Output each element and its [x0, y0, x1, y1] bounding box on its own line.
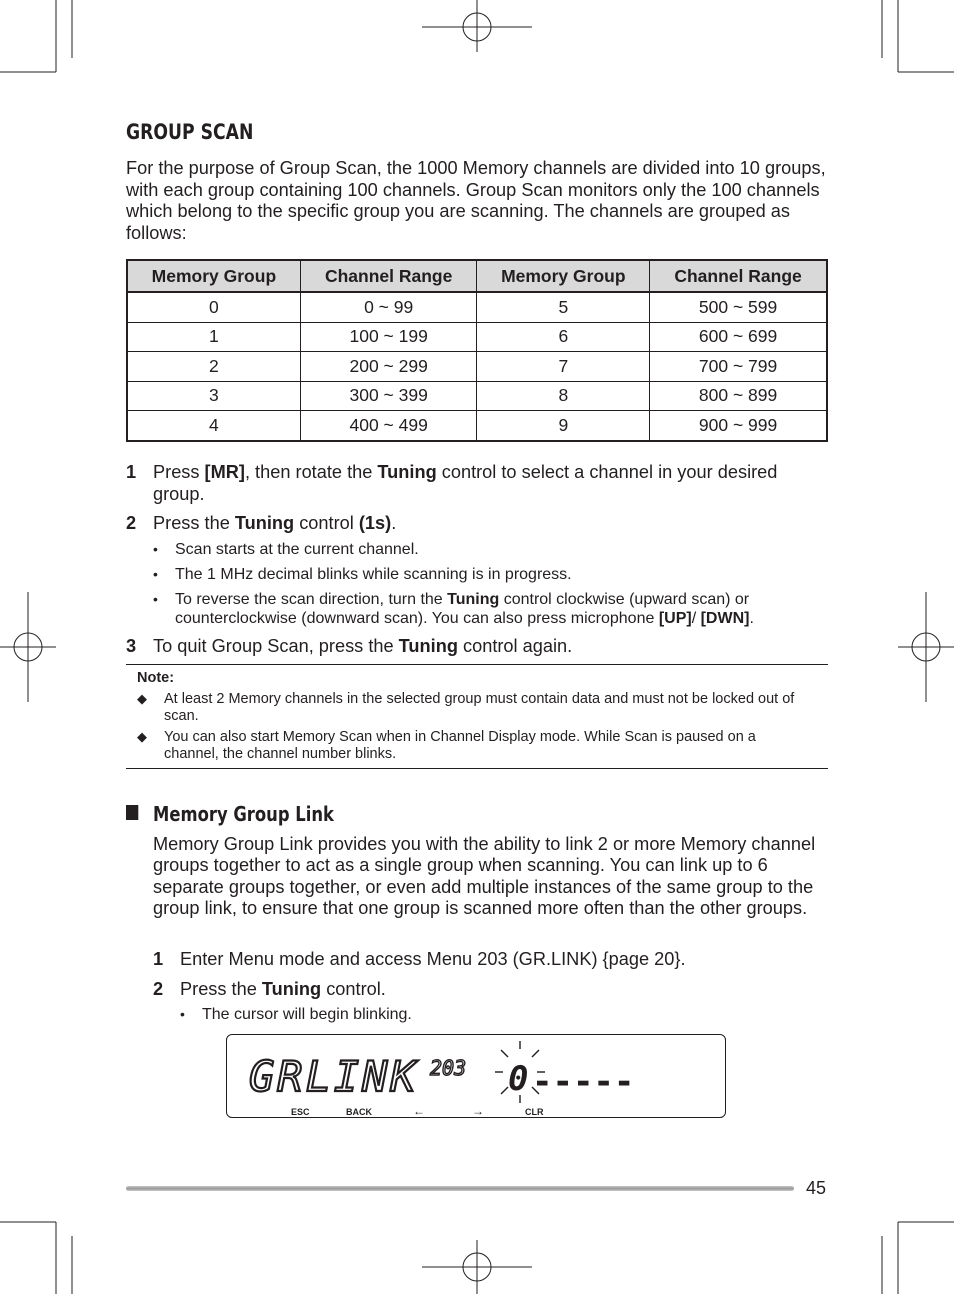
note-box: [126, 664, 828, 769]
step-text: control.: [321, 978, 386, 999]
control-label: Tuning: [447, 590, 500, 608]
key-label: [MR]: [204, 462, 245, 482]
lcd-main-text: GRLINK: [249, 1052, 419, 1101]
note-text: At least 2 Memory channels in the selected group must contain data and must not be locked out of scan.: [164, 691, 795, 724]
table-cell: 7: [477, 352, 650, 382]
lcd-key-clr: CLR: [525, 1107, 544, 1117]
section-title: GROUP SCAN: [126, 120, 254, 144]
table-header: Memory Group: [477, 260, 650, 292]
step-1: [153, 949, 828, 971]
table-header: Channel Range: [300, 260, 477, 292]
duration-label: (1s): [358, 513, 392, 533]
table-header: Memory Group: [127, 260, 300, 292]
table-row: [127, 322, 827, 352]
bullet-item: [126, 590, 828, 628]
table-cell: 300 ~ 399: [300, 381, 477, 411]
table-row: [127, 411, 827, 441]
bullet-icon: •: [180, 1006, 185, 1022]
note-title: Note:: [137, 670, 175, 686]
table-cell: 400 ~ 499: [300, 411, 477, 441]
bullet-text: The cursor will begin blinking.: [202, 1006, 412, 1023]
diamond-icon: ◆: [137, 691, 147, 706]
table-cell: 700 ~ 799: [650, 352, 827, 382]
subsection-title: [126, 802, 334, 826]
table-header-row: [127, 260, 827, 292]
note-text: You can also start Memory Scan when in Channel Display mode. While Scan is paused on a channel, the channel number blinks.: [164, 729, 756, 762]
group-link-steps: [153, 949, 828, 1024]
bullet-text: To reverse the scan direction, turn the: [175, 590, 448, 608]
step-text: To quit Group Scan, press the: [153, 635, 399, 656]
step-number: 1: [126, 462, 137, 482]
subsection-body: Memory Group Link provides you with the ability to link 2 or more Memory channel groups together to act as a single group when scanning. You can link up to 6 separate groups together, or even add multiple instances of the same group to the group link, to ensure that one group is scanned more often than the other groups.: [153, 834, 816, 918]
step-text: control to select a channel in your desired group.: [153, 462, 778, 504]
lcd-key-right-arrow-icon: →: [472, 1104, 484, 1118]
step-text: Press: [153, 462, 205, 482]
step-text: control again.: [457, 635, 573, 656]
table-header: Channel Range: [650, 260, 827, 292]
table-cell: 1: [127, 322, 300, 352]
table-cell: 200 ~ 299: [300, 352, 477, 382]
table-cell: 6: [477, 322, 650, 352]
key-label: [UP]: [658, 609, 692, 627]
table-cell: 0: [127, 292, 300, 322]
bullet-text: .: [749, 609, 754, 627]
step-text: Press the: [153, 513, 235, 533]
table-cell: 2: [127, 352, 300, 382]
lcd-menu-number: 203: [430, 1056, 467, 1080]
step-text: .: [391, 513, 397, 533]
step-number: 3: [126, 635, 137, 656]
key-label: [DWN]: [700, 609, 750, 627]
step-1: [126, 462, 828, 505]
control-label: Tuning: [261, 978, 322, 999]
control-label: Tuning: [377, 462, 437, 482]
bullet-icon: •: [153, 540, 158, 557]
lcd-graphic: [227, 1035, 727, 1119]
table-cell: 8: [477, 381, 650, 411]
diamond-icon: ◆: [137, 729, 147, 744]
note-item: [137, 691, 814, 724]
bullet-text: Scan starts at the current channel.: [175, 540, 419, 558]
step-3: [126, 636, 828, 658]
subsection-title-text: Memory Group Link: [153, 802, 334, 826]
step-text: Press the: [180, 978, 262, 999]
bullet-text: control clockwise (upward scan) or counterclockwise (downward scan). You can also press microphone: [175, 590, 750, 627]
footer-rule: [126, 1186, 794, 1191]
table-cell: 500 ~ 599: [650, 292, 827, 322]
step-number: 2: [153, 978, 164, 999]
lcd-cursor-char: 0: [508, 1059, 529, 1099]
step-text: Enter Menu mode and access Menu 203 (GR.LINK) {page 20}.: [180, 949, 686, 969]
control-label: Tuning: [398, 635, 458, 656]
group-scan-steps: [126, 462, 828, 657]
bullet-text: The 1 MHz decimal blinks while scanning is in progress.: [175, 565, 572, 583]
page-number: 45: [806, 1178, 827, 1198]
step-2: [126, 513, 828, 535]
bullet-icon: •: [153, 590, 158, 607]
table-cell: 9: [477, 411, 650, 441]
table-cell: 5: [477, 292, 650, 322]
control-label: Tuning: [234, 513, 295, 533]
section-intro: For the purpose of Group Scan, the 1000 Memory channels are divided into 10 groups, with each group containing 100 channels. Group Scan monitors only the 100 channels which belong to the specific group you are scanning. The channels are grouped as follows:: [126, 158, 826, 243]
table-cell: 4: [127, 411, 300, 441]
step-text: control: [294, 513, 359, 533]
memory-group-table: [126, 259, 828, 442]
lcd-display: [226, 1034, 726, 1118]
table-cell: 600 ~ 699: [650, 322, 827, 352]
square-bullet-icon: [126, 805, 138, 820]
bullet-icon: •: [153, 565, 158, 582]
step-number: 1: [153, 949, 164, 969]
table-cell: 800 ~ 899: [650, 381, 827, 411]
table-cell: 100 ~ 199: [300, 322, 477, 352]
bullet-item: [126, 540, 828, 559]
table-row: [127, 292, 827, 322]
lcd-key-left-arrow-icon: ←: [413, 1104, 425, 1118]
step-number: 2: [126, 513, 137, 533]
step-2: [153, 979, 828, 1001]
table-row: [127, 381, 827, 411]
lcd-dashes: -----: [532, 1062, 635, 1102]
table-cell: 0 ~ 99: [300, 292, 477, 322]
step-text: , then rotate the: [244, 462, 378, 482]
bullet-item: [126, 565, 828, 584]
table-cell: 900 ~ 999: [650, 411, 827, 441]
bullet-text: /: [691, 609, 701, 627]
table-cell: 3: [127, 381, 300, 411]
lcd-key-esc: ESC: [291, 1107, 310, 1117]
bullet-item: [153, 1005, 828, 1024]
note-item: [137, 729, 814, 762]
table-row: [127, 352, 827, 382]
lcd-key-back: BACK: [346, 1107, 372, 1117]
